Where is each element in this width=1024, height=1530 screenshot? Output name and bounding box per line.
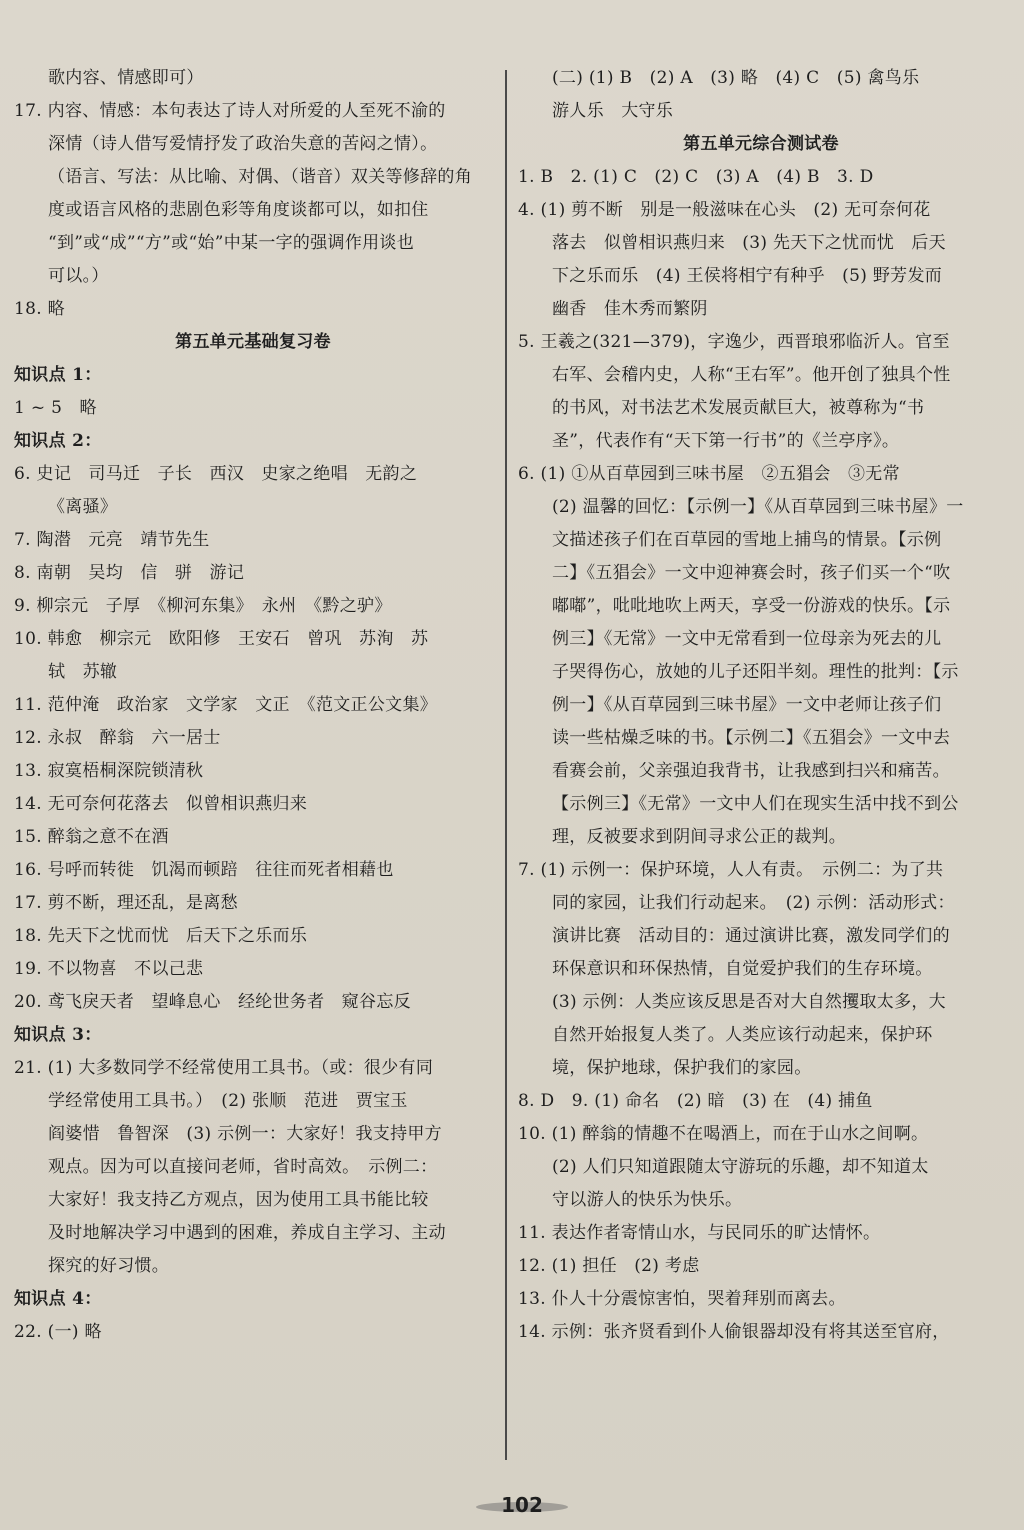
text-line: 度或语言风格的悲剧色彩等角度谈都可以，如扣住: [48, 200, 429, 220]
text-line: 的书风，对书法艺术发展贡献巨大，被尊称为“书: [552, 398, 925, 418]
text-line: 歌内容、情感即可）: [48, 68, 204, 88]
text-line: 【示例三】《无常》一文中人们在现实生活中找不到公: [552, 794, 959, 814]
knowledge-point-label: 知识点 2：: [14, 431, 102, 451]
text-line: 理，反被要求到阴间寻求公正的裁判。: [552, 827, 847, 847]
text-line: 境，保护地球，保护我们的家园。: [552, 1058, 812, 1078]
text-line: 下之乐而乐 (4) 王侯将相宁有种乎 (5) 野芳发而: [552, 266, 943, 286]
text-line: 15. 醉翁之意不在酒: [14, 827, 169, 847]
text-line: 14. 示例：张齐贤看到仆人偷银器却没有将其送至官府，: [518, 1322, 950, 1342]
text-line: 探究的好习惯。: [48, 1256, 170, 1276]
left-column: [14, 62, 492, 1349]
text-line: 例三】《无常》一文中无常看到一位母亲为死去的儿: [552, 629, 942, 649]
text-line: 7. 陶潜 元亮 靖节先生: [14, 530, 210, 550]
text-line: 10. (1) 醉翁的情趣不在喝酒上，而在于山水之间啊。: [518, 1124, 929, 1144]
knowledge-point-label: 知识点 3：: [14, 1025, 102, 1045]
text-line: 12. 永叔 醉翁 六一居士: [14, 728, 221, 748]
section-heading: 第五单元综合测试卷: [683, 134, 839, 154]
text-line: 1 ~ 5 略: [14, 398, 97, 418]
text-line: (二) (1) B (2) A (3) 略 (4) C (5) 禽鸟乐: [552, 68, 920, 88]
text-line: 8. 南朝 吴均 信 骈 游记: [14, 563, 245, 583]
text-line: 18. 略: [14, 299, 65, 319]
text-line: 子哭得伤心，放她的儿子还阳半刻。理性的批判：【示: [552, 662, 959, 682]
text-line: 1. B 2. (1) C (2) C (3) A (4) B 3. D: [518, 167, 874, 187]
text-line: 17. 内容、情感：本句表达了诗人对所爱的人至死不渝的: [14, 101, 446, 121]
text-line: 阎婆惜 鲁智深 (3) 示例一：大家好！我支持甲方: [48, 1124, 442, 1144]
text-line: 16. 号呼而转徙 饥渴而顿踣 往往而死者相藉也: [14, 860, 394, 880]
text-line: 8. D 9. (1) 命名 (2) 暗 (3) 在 (4) 捕鱼: [518, 1091, 873, 1111]
text-line: （语言、写法：从比喻、对偶、（谐音）双关等修辞的角: [48, 167, 472, 187]
text-line: 13. 仆人十分震惊害怕，哭着拜别而离去。: [518, 1289, 846, 1309]
text-line: 深情（诗人借写爱情抒发了政治失意的苦闷之情）。: [48, 134, 438, 154]
text-line: 幽香 佳木秀而繁阴: [552, 299, 708, 319]
text-line: 11. 表达作者寄情山水，与民同乐的旷达情怀。: [518, 1223, 881, 1243]
text-line: 嘟嘟”，吡吡地吹上两天，享受一份游戏的快乐。【示: [552, 596, 951, 616]
text-line: (2) 温馨的回忆：【示例一】《从百草园到三味书屋》一: [552, 497, 964, 517]
text-line: 自然开始报复人类了。人类应该行动起来，保护环: [552, 1025, 933, 1045]
text-line: 19. 不以物喜 不以己悲: [14, 959, 204, 979]
page-number-text: 102: [501, 1493, 543, 1517]
text-line: (2) 人们只知道跟随太守游玩的乐趣，却不知道太: [552, 1157, 929, 1177]
text-line: 看赛会前，父亲强迫我背书，让我感到扫兴和痛苦。: [552, 761, 950, 781]
text-line: 环保意识和环保热情，自觉爱护我们的生存环境。: [552, 959, 933, 979]
text-line: 7. (1) 示例一：保护环境，人人有责。 示例二：为了共: [518, 860, 944, 880]
column-divider: [505, 70, 507, 1460]
knowledge-point-label: 知识点 4：: [14, 1289, 102, 1309]
text-line: 6. 史记 司马迁 子长 西汉 史家之绝唱 无韵之: [14, 464, 418, 484]
text-line: 6. (1) ①从百草园到三味书屋 ②五猖会 ③无常: [518, 464, 900, 484]
text-line: 11. 范仲淹 政治家 文学家 文正 《范文正公文集》: [14, 695, 438, 715]
text-line: 5. 王羲之(321—379)，字逸少，西晋琅邪临沂人。官至: [518, 332, 950, 352]
text-line: 学经常使用工具书。） (2) 张顺 范进 贾宝玉: [48, 1091, 408, 1111]
text-line: 二】《五猖会》一文中迎神赛会时，孩子们买一个“吹: [552, 563, 951, 583]
text-line: 17. 剪不断，理还乱，是离愁: [14, 893, 238, 913]
text-line: 同的家园，让我们行动起来。 (2) 示例：活动形式：: [552, 893, 955, 913]
text-line: 4. (1) 剪不断 别是一般滋味在心头 (2) 无可奈何花: [518, 200, 931, 220]
text-line: 10. 韩愈 柳宗元 欧阳修 王安石 曾巩 苏洵 苏: [14, 629, 429, 649]
text-line: 9. 柳宗元 子厚 《柳河东集》 永州 《黔之驴》: [14, 596, 392, 616]
text-line: 轼 苏辙: [48, 662, 118, 682]
text-line: 《离骚》: [48, 497, 118, 517]
text-line: 及时地解决学习中遇到的困难，养成自主学习、主动: [48, 1223, 446, 1243]
text-line: 13. 寂寞梧桐深院锁清秋: [14, 761, 204, 781]
text-line: (3) 示例：人类应该反思是否对大自然攫取太多，大: [552, 992, 946, 1012]
text-line: 演讲比赛 活动目的：通过演讲比赛，激发同学们的: [552, 926, 950, 946]
text-line: 可以。）: [48, 266, 109, 286]
text-line: 观点。因为可以直接问老师，省时高效。 示例二：: [48, 1157, 438, 1177]
knowledge-point-label: 知识点 1：: [14, 365, 102, 385]
text-line: 18. 先天下之忧而忧 后天下之乐而乐: [14, 926, 308, 946]
text-line: 游人乐 大守乐: [552, 101, 674, 121]
text-line: 右军、会稽内史，人称“王右军”。他开创了独具个性: [552, 365, 951, 385]
text-line: 14. 无可奈何花落去 似曾相识燕归来: [14, 794, 308, 814]
text-line: 大家好！我支持乙方观点，因为使用工具书能比较: [48, 1190, 429, 1210]
text-line: 读一些枯燥乏味的书。【示例二】《五猖会》一文中去: [552, 728, 951, 748]
text-line: 例一】《从百草园到三味书屋》一文中老师让孩子们: [552, 695, 942, 715]
text-line: 12. (1) 担任 (2) 考虑: [518, 1256, 700, 1276]
page-number: [490, 1490, 554, 1520]
text-line: 落去 似曾相识燕归来 (3) 先天下之忧而忧 后天: [552, 233, 946, 253]
text-line: 圣”，代表作有“天下第一行书”的《兰亭序》。: [552, 431, 900, 451]
text-line: 20. 鸢飞戾天者 望峰息心 经纶世务者 窥谷忘反: [14, 992, 411, 1012]
text-line: 守以游人的快乐为快乐。: [552, 1190, 743, 1210]
text-line: “到”或“成”“方”或“始”中某一字的强调作用谈也: [48, 233, 415, 253]
right-column: [518, 62, 1004, 1349]
text-line: 21. (1) 大多数同学不经常使用工具书。（或：很少有同: [14, 1058, 434, 1078]
text-line: 22. (一) 略: [14, 1322, 102, 1342]
text-line: 文描述孩子们在百草园的雪地上捕鸟的情景。【示例: [552, 530, 942, 550]
section-heading: 第五单元基础复习卷: [175, 332, 331, 352]
